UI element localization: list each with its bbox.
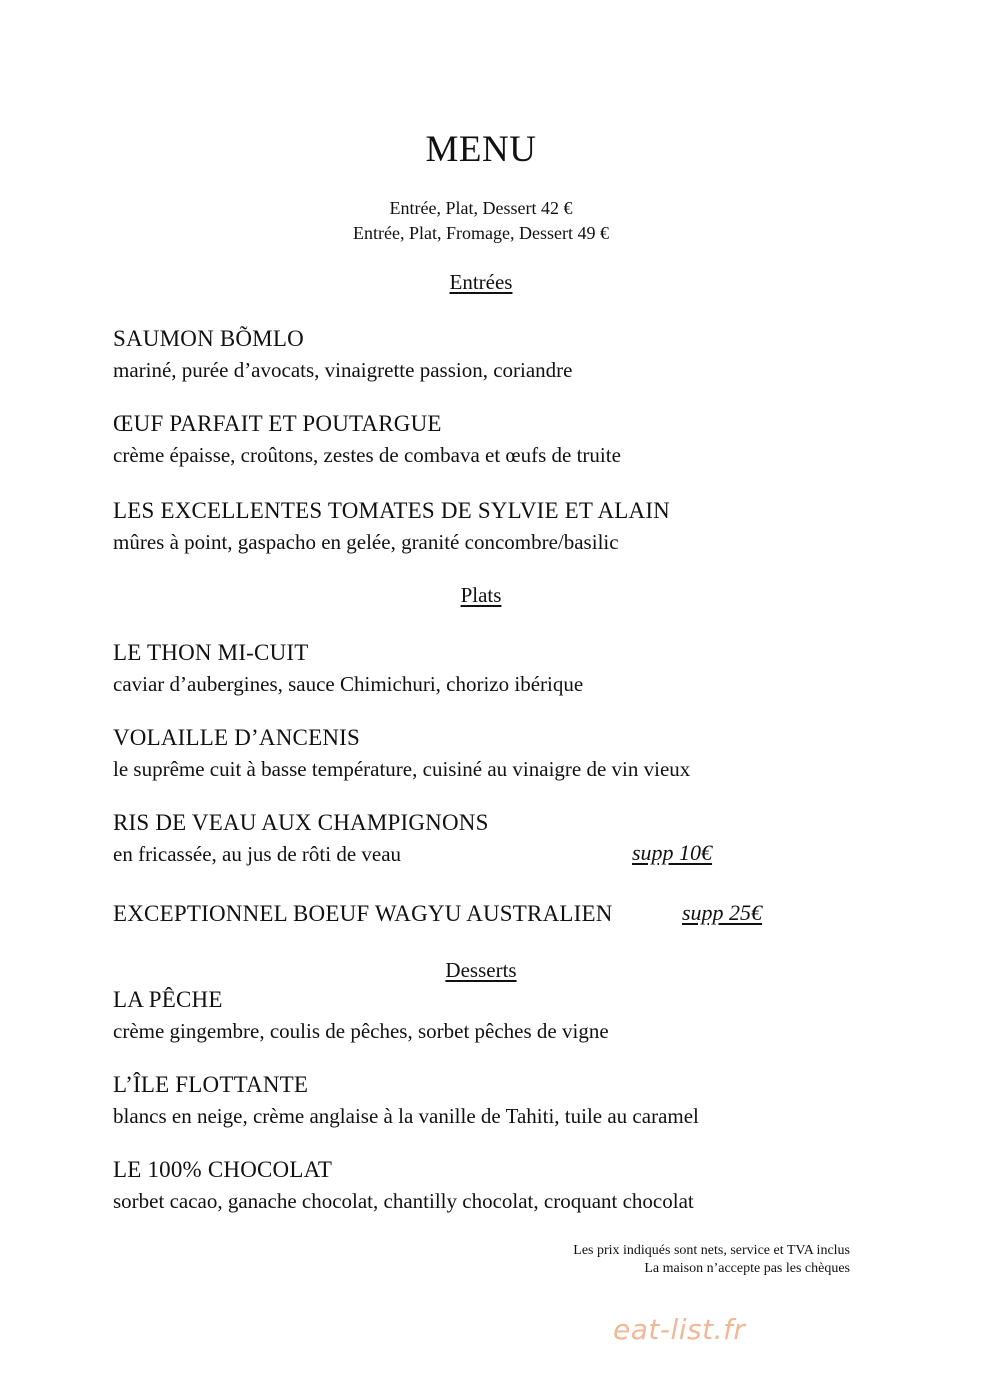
dish-name: L’ÎLE FLOTTANTE [113,1072,309,1097]
menu-formulas [0,196,962,246]
footer-notes [573,1242,850,1278]
supplement-price: supp 25€ [682,900,763,925]
dish-item [113,809,873,869]
dish-description: sorbet cacao, ganache chocolat, chantilly chocolat, croquant chocolat [113,1189,694,1213]
dish-item [113,497,873,557]
dish-item [113,724,873,784]
footer-line: Les prix indiqués sont nets, service et TVA inclus [573,1243,850,1258]
footer-line: La maison n’accepte pas les chèques [644,1261,850,1276]
supplement-price: supp 10€ [632,840,713,865]
dish-name: VOLAILLE D’ANCENIS [113,725,360,750]
menu-title: MENU [425,129,537,170]
formula-line: Entrée, Plat, Fromage, Dessert 49 € [353,223,609,243]
section-heading-desserts: Desserts [445,958,517,982]
dish-description: crème épaisse, croûtons, zestes de combava et œufs de truite [113,443,621,467]
dish-name: ŒUF PARFAIT ET POUTARGUE [113,411,442,436]
dish-description: mariné, purée d’avocats, vinaigrette passion, coriandre [113,358,573,382]
dish-name: LA PÊCHE [113,987,223,1012]
dish-item [113,1156,873,1216]
dish-name: LE 100% CHOCOLAT [113,1157,333,1182]
dish-item [113,639,873,699]
dish-description: mûres à point, gaspacho en gelée, granité concombre/basilic [113,530,619,554]
dish-name: LE THON MI-CUIT [113,640,309,665]
dish-name: RIS DE VEAU AUX CHAMPIGNONS [113,810,489,835]
dish-name: SAUMON BÕMLO [113,326,304,351]
dish-description: en fricassée, au jus de rôti de veau [113,842,402,866]
dish-item [113,986,873,1046]
dish-description: crème gingembre, coulis de pêches, sorbet pêches de vigne [113,1019,609,1043]
dish-item [113,325,873,385]
dish-item [113,1071,873,1131]
watermark: eat-list.fr [613,1313,746,1346]
dish-name: LES EXCELLENTES TOMATES DE SYLVIE ET ALAIN [113,498,670,523]
formula-line: Entrée, Plat, Dessert 42 € [389,198,573,218]
dish-description: blancs en neige, crème anglaise à la vanille de Tahiti, tuile au caramel [113,1104,699,1128]
dish-description: le suprême cuit à basse température, cuisiné au vinaigre de vin vieux [113,757,691,781]
dish-item [113,410,873,470]
section-heading-plats: Plats [460,583,502,607]
dish-description: caviar d’aubergines, sauce Chimichuri, chorizo ibérique [113,672,584,696]
dish-name: EXCEPTIONNEL BOEUF WAGYU AUSTRALIEN [113,901,613,926]
section-heading-entrees: Entrées [449,270,513,294]
